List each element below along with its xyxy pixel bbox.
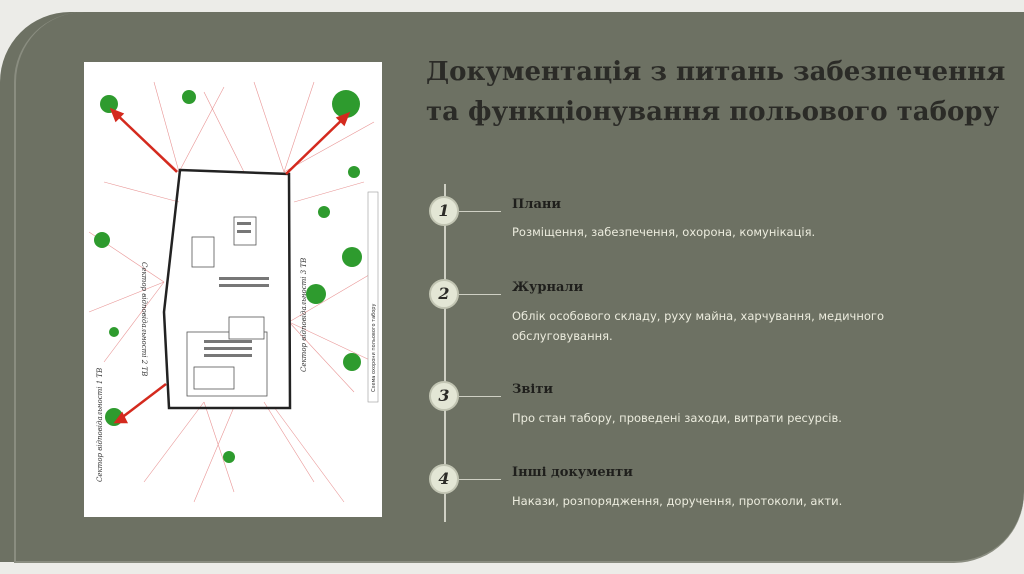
step-number-badge: 2 xyxy=(429,279,459,309)
step-number-badge: 1 xyxy=(429,196,459,226)
step-description: Розміщення, забезпечення, охорона, комунікація. xyxy=(512,225,816,239)
camp-plan-drawing xyxy=(84,62,382,517)
step-connector xyxy=(459,479,501,480)
camp-plan-image xyxy=(84,62,382,517)
svg-text:Сектор відповідальності 1 ТВ: Сектор відповідальності 1 ТВ xyxy=(96,367,104,482)
step-connector xyxy=(459,294,501,295)
step-description: Про стан табору, проведені заходи, витрати ресурсів. xyxy=(512,411,842,425)
step-heading: Плани xyxy=(512,197,562,212)
svg-text:Сектор відповідальності 3 ТВ: Сектор відповідальності 3 ТВ xyxy=(300,257,308,372)
svg-text:Схема охорони польового табору: Схема охорони польового табору xyxy=(371,303,377,392)
step-heading: Звіти xyxy=(512,382,554,397)
slide-title: Документація з питань забезпечення та функціонування польового табору xyxy=(426,57,1006,127)
step-heading: Інші документи xyxy=(512,465,633,480)
step-number-badge: 4 xyxy=(429,464,459,494)
step-number-badge: 3 xyxy=(429,381,459,411)
step-connector xyxy=(459,211,501,212)
step-heading: Журнали xyxy=(512,280,584,295)
step-connector xyxy=(459,396,501,397)
step-description: Облік особового складу, руху майна, харчування, медичного обслуговування. xyxy=(512,309,884,343)
step-description: Накази, розпорядження, доручення, протоколи, акти. xyxy=(512,494,843,508)
svg-text:Сектор відповідальності 2 ТВ: Сектор відповідальності 2 ТВ xyxy=(140,262,148,377)
